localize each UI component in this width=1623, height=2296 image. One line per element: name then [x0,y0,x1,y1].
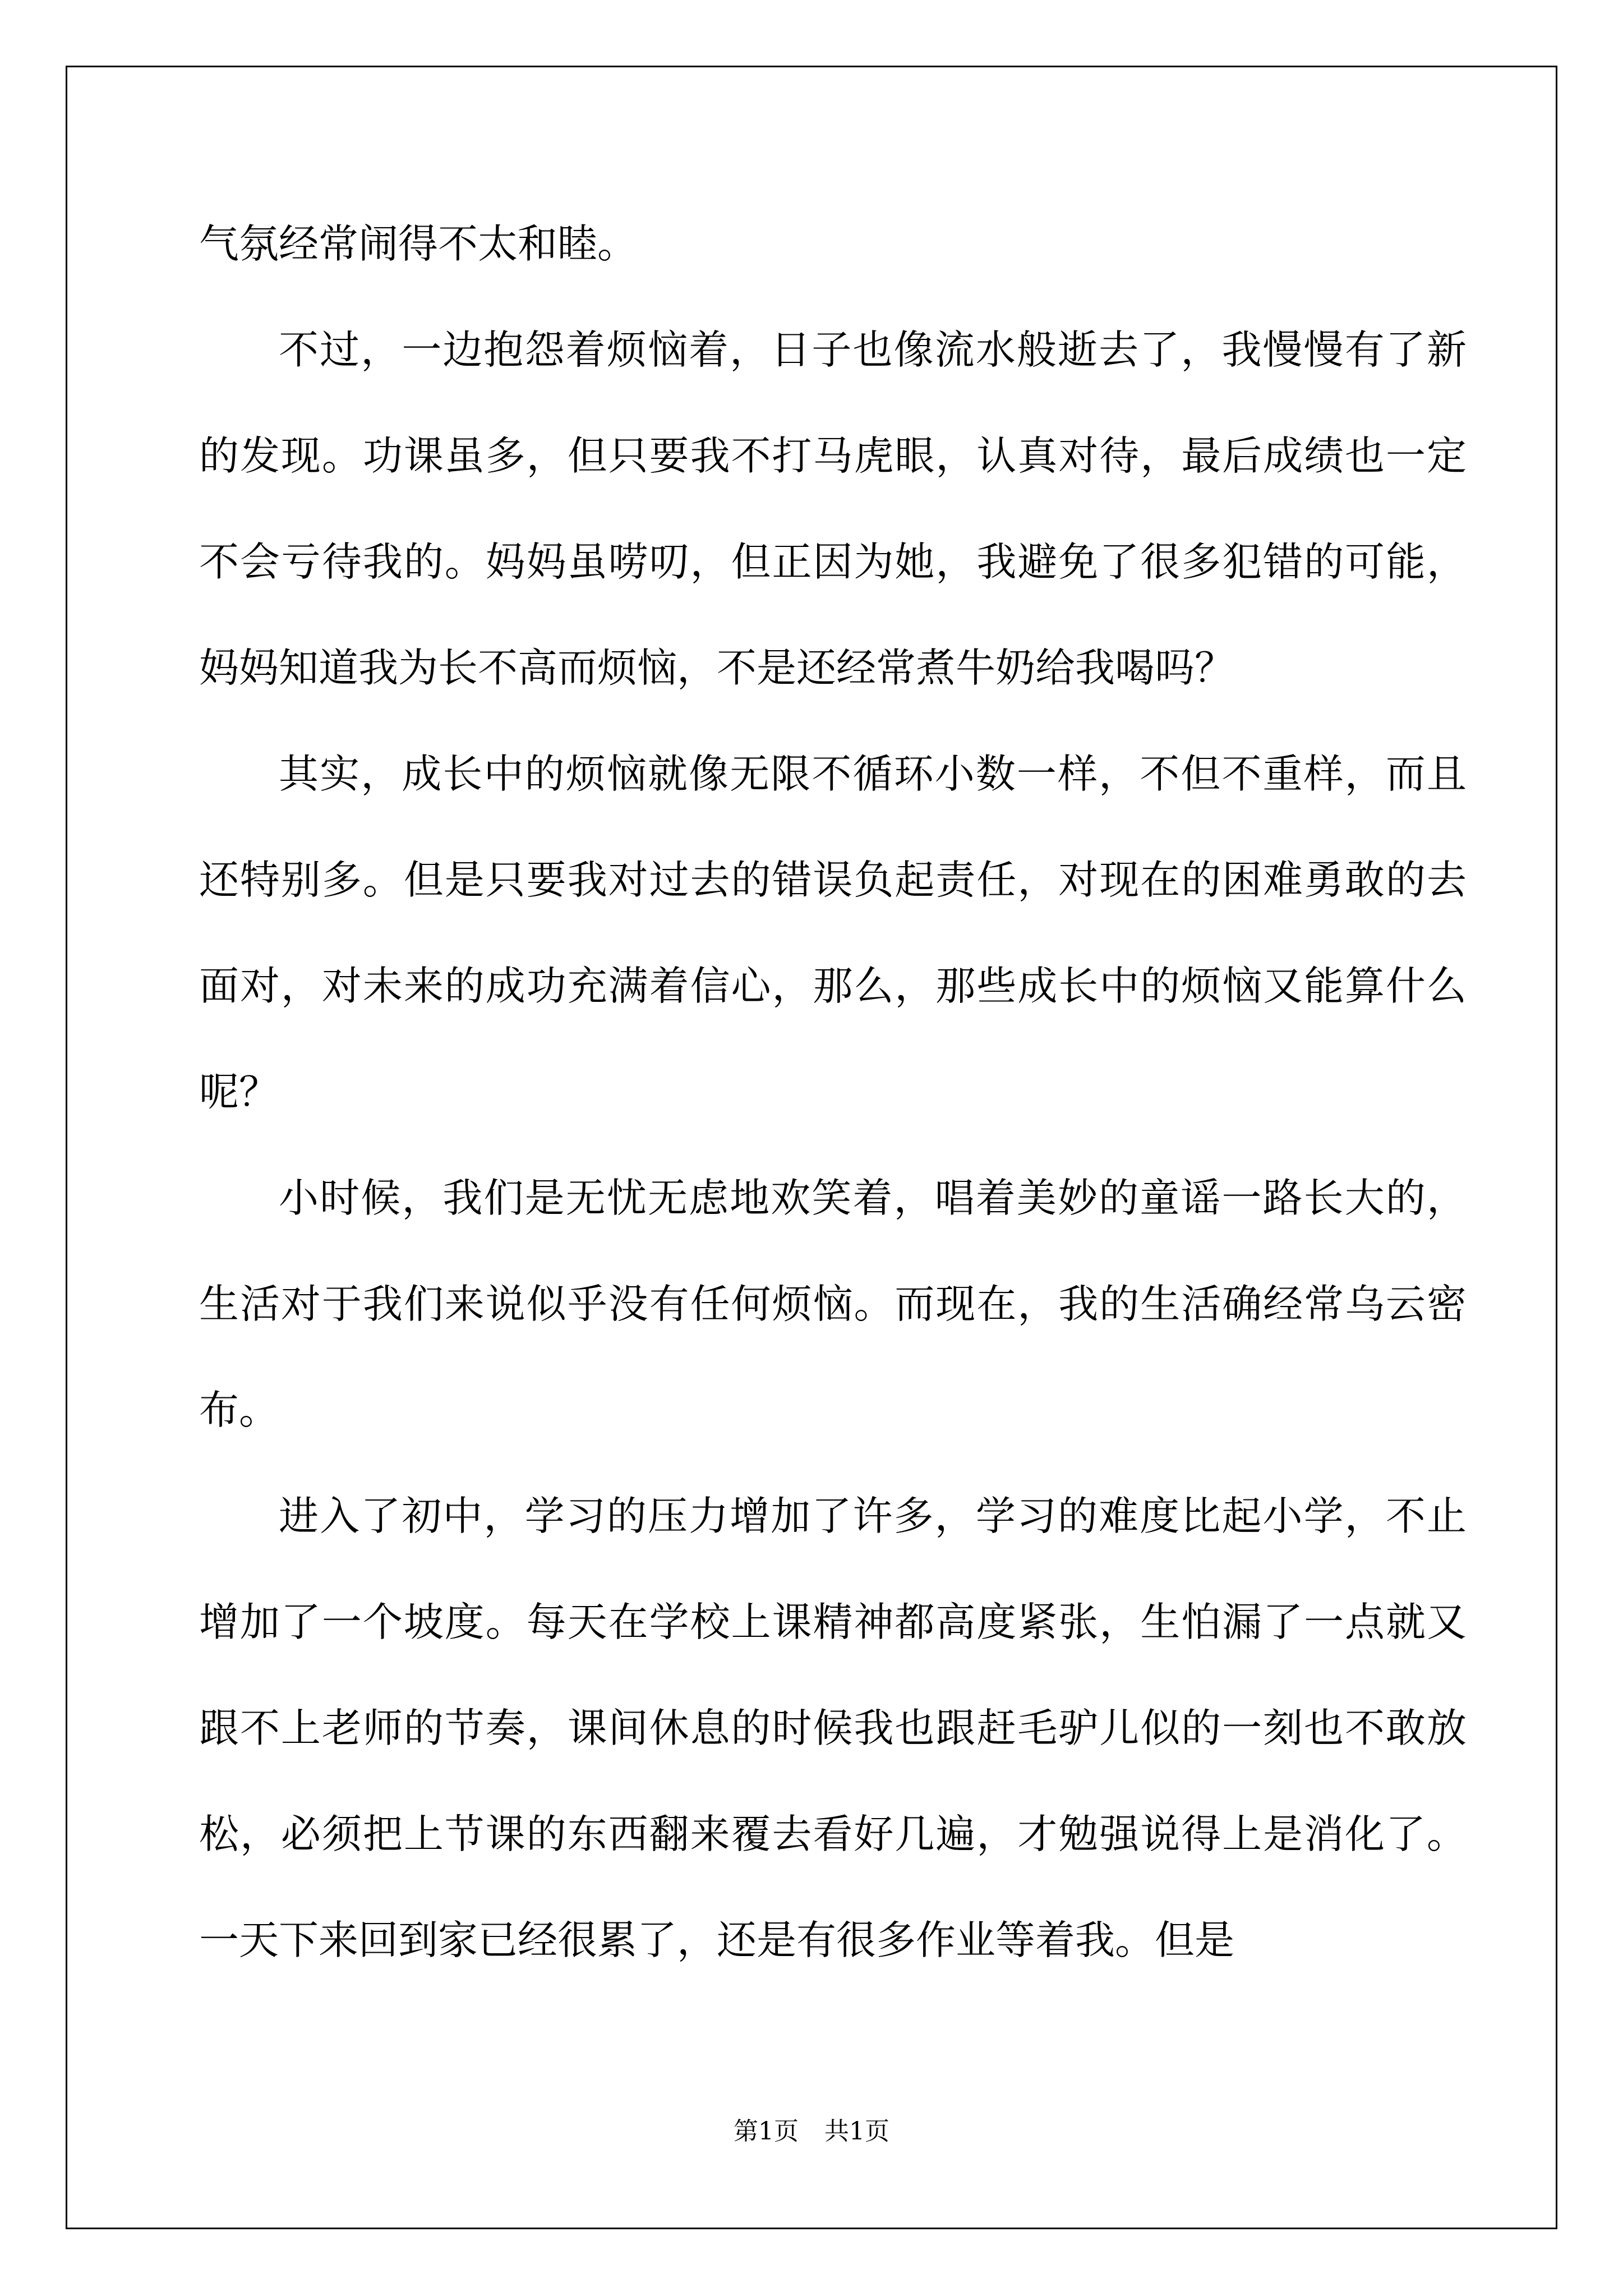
page-footer [0,2115,1623,2148]
page-number-current: 第1页 [734,2117,799,2146]
paragraph-4: 小时候，我们是无忧无虑地欢笑着，唱着美妙的童谣一路长大的，生活对于我们来说似乎没有任何烦恼。而现在，我的生活确经常乌云密布。 [199,1175,1467,1433]
document-body [199,191,1467,1993]
paragraph-2: 不过，一边抱怨着烦恼着，日子也像流水般逝去了，我慢慢有了新的发现。功课虽多，但只要我不打马虎眼，认真对待，最后成绩也一定不会亏待我的。妈妈虽唠叨，但正因为她，我避免了很多犯错的可能，妈妈知道我为长不高而烦恼，不是还经常煮牛奶给我喝吗？ [199,326,1467,691]
page-number-total: 共1页 [824,2117,889,2146]
paragraph-1: 气氛经常闹得不太和睦。 [199,220,638,267]
paragraph-3: 其实，成长中的烦恼就像无限不循环小数一样，不但不重样，而且还特别多。但是只要我对过去的错误负起责任，对现在的困难勇敢的去面对，对未来的成功充满着信心，那么，那些成长中的烦恼又能算什么呢？ [199,751,1467,1115]
paragraph-5: 进入了初中，学习的压力增加了许多，学习的难度比起小学，不止增加了一个坡度。每天在学校上课精神都高度紧张，生怕漏了一点就又跟不上老师的节奏，课间休息的时候我也跟赶毛驴儿似的一刻也不敢放松，必须把上节课的东西翻来覆去看好几遍，才勉强说得上是消化了。一天下来回到家已经很累了，还是有很多作业等着我。但是 [199,1493,1467,1963]
